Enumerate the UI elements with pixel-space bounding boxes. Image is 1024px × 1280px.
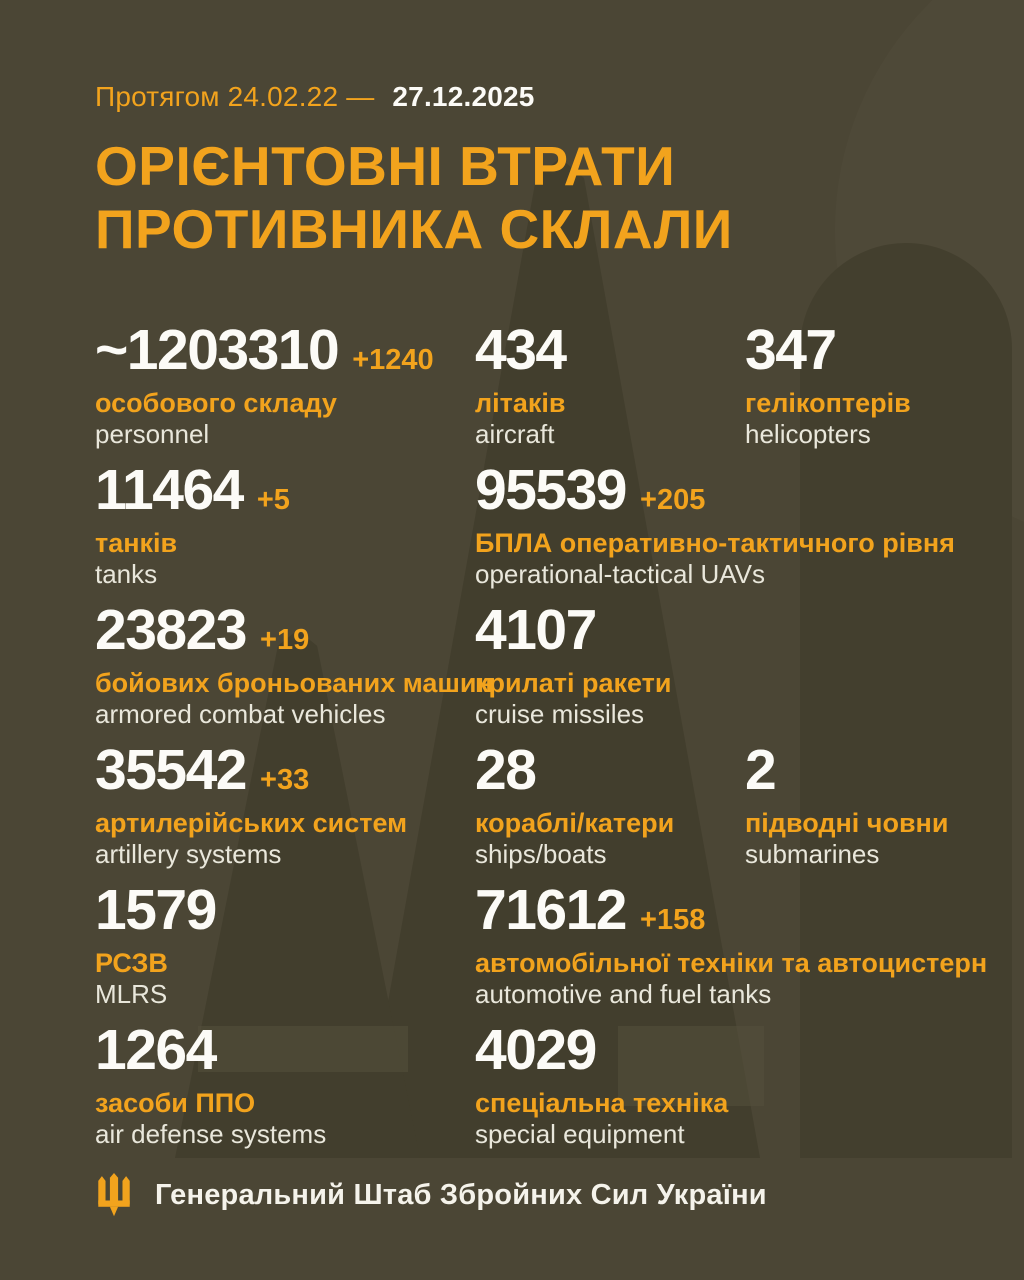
stat-value: ~1203310: [95, 318, 339, 383]
stat-label-uk: особового складу: [95, 387, 337, 418]
stat-uavs: [475, 457, 1024, 597]
stat-cruise-missiles: [475, 597, 1024, 737]
stat-label-uk: гелікоптерів: [745, 387, 911, 418]
stat-air-defense: [95, 1017, 475, 1157]
stat-delta: +5: [256, 484, 290, 517]
stat-label-uk: автомобільної техніки та автоцистерн: [475, 947, 988, 978]
stat-value: 11464: [95, 458, 243, 523]
stat-delta: +158: [640, 904, 706, 937]
footer-org-name: Генеральний Штаб Збройних Сил України: [155, 1178, 767, 1211]
stat-automotive: [475, 877, 1024, 1017]
stat-submarines: [745, 737, 1024, 877]
stat-label-en: artillery systems: [95, 839, 282, 870]
stat-armored-combat-vehicles: [95, 597, 493, 737]
stat-label-uk: РСЗВ: [95, 947, 168, 978]
stat-label-uk: літаків: [475, 387, 566, 418]
period-line: [95, 82, 1024, 113]
stat-label-en: armored combat vehicles: [95, 699, 386, 730]
stat-label-uk: артилерійських систем: [95, 807, 408, 838]
stat-label-en: tanks: [95, 559, 158, 590]
stats-grid: [95, 317, 1024, 1157]
stat-label-en: special equipment: [475, 1119, 685, 1150]
stat-artillery-systems: [95, 737, 475, 877]
stat-delta: +19: [260, 624, 310, 657]
stat-value: 71612: [475, 878, 627, 943]
stat-value: 95539: [475, 458, 627, 523]
stat-label-en: air defense systems: [95, 1119, 327, 1150]
page-title-line1: ОРІЄНТОВНІ ВТРАТИ: [95, 134, 676, 197]
stat-label-en: helicopters: [745, 419, 871, 450]
stat-value: 2: [745, 738, 776, 803]
stat-delta: +33: [260, 764, 310, 797]
stat-value: 4107: [475, 598, 596, 663]
stat-value: 35542: [95, 738, 247, 803]
stat-label-uk: БПЛА оперативно-тактичного рівня: [475, 527, 955, 558]
stat-label-en: MLRS: [95, 979, 168, 1010]
stat-value: 1579: [95, 878, 216, 943]
stat-label-uk: танків: [95, 527, 178, 558]
stat-delta: +205: [640, 484, 706, 517]
stat-label-uk: крилаті ракети: [475, 667, 672, 698]
stat-label-en: operational-tactical UAVs: [475, 559, 765, 590]
stat-helicopters: [745, 317, 1024, 457]
stat-label-uk: бойових броньованих машин: [95, 667, 493, 698]
stat-label-en: submarines: [745, 839, 880, 870]
stat-ships-boats: [475, 737, 745, 877]
stat-label-en: aircraft: [475, 419, 555, 450]
stat-label-uk: кораблі/катери: [475, 807, 675, 838]
stat-label-uk: підводні човни: [745, 807, 949, 838]
stat-label-en: ships/boats: [475, 839, 607, 870]
stat-value: 23823: [95, 598, 247, 663]
page-title-line2: ПРОТИВНИКА СКЛАЛИ: [95, 198, 733, 261]
period-date: 27.12.2025: [392, 81, 535, 112]
stat-label-en: cruise missiles: [475, 699, 645, 730]
stat-tanks: [95, 457, 475, 597]
stat-label-en: automotive and fuel tanks: [475, 979, 772, 1010]
period-prefix: Протягом 24.02.22 —: [95, 81, 375, 112]
stat-mlrs: [95, 877, 475, 1017]
stat-delta: +1240: [352, 344, 434, 377]
page-title: [95, 135, 1024, 262]
stat-label-uk: засоби ППО: [95, 1087, 256, 1118]
stat-label-uk: спеціальна техніка: [475, 1087, 729, 1118]
stat-personnel: [95, 317, 475, 457]
tryzub-icon: [95, 1173, 133, 1217]
stat-value: 434: [475, 318, 566, 383]
stat-label-en: personnel: [95, 419, 210, 450]
stat-value: 1264: [95, 1018, 216, 1083]
stat-value: 347: [745, 318, 836, 383]
stat-aircraft: [475, 317, 745, 457]
footer: [95, 1173, 1024, 1217]
stat-special-equipment: [475, 1017, 1024, 1157]
stat-value: 28: [475, 738, 536, 803]
stat-value: 4029: [475, 1018, 596, 1083]
